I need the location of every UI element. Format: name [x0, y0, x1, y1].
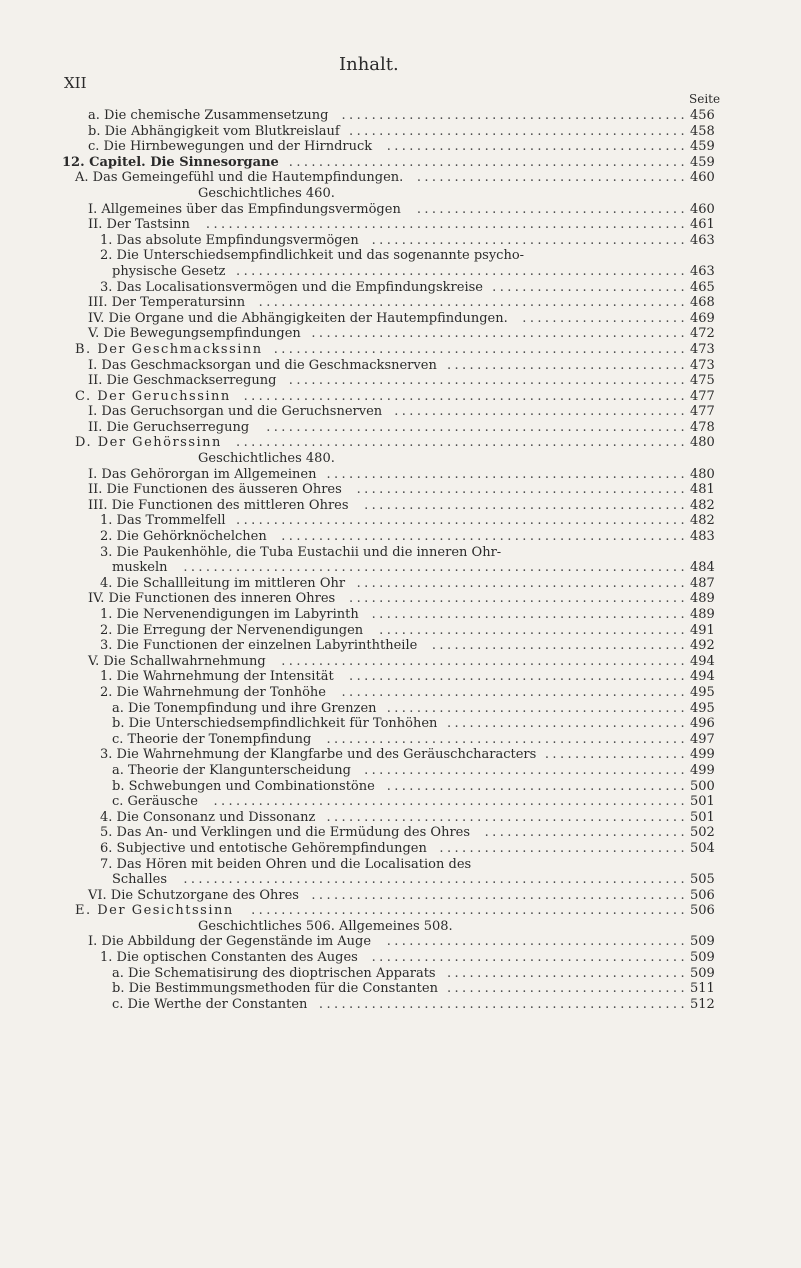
toc-entry-page: 480: [690, 435, 715, 451]
toc-entry: [0, 779, 801, 795]
dot-leader: ............................................................: [236, 263, 688, 279]
dot-leader: ......................................................: [281, 653, 688, 669]
dot-leader: ................................................................: [205, 217, 688, 233]
toc-entry: [0, 966, 801, 982]
dot-leader: .........................................: [379, 622, 688, 638]
toc-entry-title: b. Die Abhängigkeit vom Blutkreislauf: [88, 123, 340, 139]
toc-entry: [0, 358, 801, 374]
toc-entry-page: 492: [690, 638, 715, 654]
toc-entry-page: 472: [690, 326, 715, 342]
toc-entry-page: 480: [690, 466, 715, 482]
dot-leader: ........................................: [386, 778, 688, 794]
toc-entry-title: C. Der Geruchssinn: [75, 388, 231, 404]
toc-entry: [0, 326, 801, 342]
running-title: Inhalt.: [339, 54, 399, 75]
toc-entry: [0, 264, 801, 280]
toc-entry-title: muskeln: [112, 560, 168, 576]
toc-entry-page: 475: [690, 373, 715, 389]
toc-entry: [0, 950, 801, 966]
dot-leader: .............................................: [349, 123, 688, 139]
toc-entry-title: 2. Die Wahrnehmung der Tonhöhe: [100, 684, 326, 700]
toc-entry-title: Schalles: [112, 872, 167, 888]
toc-entry: [0, 716, 801, 732]
toc-entry: [0, 888, 801, 904]
toc-entry-page: 461: [690, 217, 715, 233]
toc-entry-title: D. Der Gehörssinn: [75, 435, 222, 451]
toc-entry-page: 487: [690, 575, 715, 591]
dot-leader: ..........................................................: [251, 903, 688, 919]
toc-entry-page: 477: [690, 388, 715, 404]
dot-leader: ...........................................: [364, 762, 688, 778]
dot-leader: ......................................................: [281, 529, 688, 545]
dot-leader: ................................................: [326, 466, 688, 482]
dot-leader: ............................................................: [236, 435, 688, 451]
toc-entry-title: I. Das Geruchsorgan und die Geruchsnerven: [88, 404, 383, 420]
toc-entry: [0, 638, 801, 654]
dot-leader: ..........................................: [371, 607, 688, 622]
toc-entry: [0, 420, 801, 436]
dot-leader: ...................................................................: [183, 560, 688, 576]
toc-entry-page: 465: [690, 279, 715, 295]
toc-entry-page: 497: [690, 731, 715, 747]
dot-leader: ..........................................: [371, 232, 688, 248]
toc-entry-title: II. Die Geruchserregung: [88, 419, 250, 435]
toc-entry-title: 1. Das absolute Empfindungsvermögen: [100, 232, 359, 248]
toc-entry: [0, 467, 801, 483]
toc-entry: [0, 311, 801, 327]
dot-leader: ...................................................................: [183, 872, 688, 888]
toc-entry-title: II. Die Functionen des äusseren Ohres: [88, 482, 342, 498]
toc-entry-title: 12. Capitel. Die Sinnesorgane: [62, 154, 279, 170]
toc-entry-page: 499: [690, 762, 715, 778]
toc-entry-page: 494: [690, 653, 715, 669]
toc-entry-title: III. Der Temperatursinn: [88, 295, 246, 311]
table-of-contents: [0, 108, 801, 1012]
toc-entry-title: 3. Die Paukenhöhle, die Tuba Eustachii und die inneren Ohr-: [100, 544, 502, 560]
toc-entry: [0, 591, 801, 607]
dot-leader: ...........................................: [364, 497, 688, 513]
dot-leader: ..........................................: [371, 950, 688, 966]
dot-leader: ......................: [522, 310, 688, 326]
toc-entry: [0, 451, 801, 467]
toc-entry: [0, 825, 801, 841]
toc-entry-page: 499: [690, 747, 715, 763]
toc-entry-page: 506: [690, 903, 715, 919]
toc-entry: [0, 170, 801, 186]
dot-leader: ............................................: [356, 575, 688, 591]
dot-leader: ................................................: [326, 809, 688, 825]
toc-entry: [0, 248, 801, 264]
toc-entry-page: 484: [690, 560, 715, 576]
toc-entry-title: b. Die Bestimmungsmethoden für die Constanten: [112, 981, 438, 997]
toc-entry-page: 511: [690, 981, 715, 997]
toc-entry-page: 478: [690, 419, 715, 435]
dot-leader: ..................................................: [311, 326, 688, 342]
toc-entry: [0, 701, 801, 717]
page-column-label: Seite: [689, 92, 721, 106]
toc-entry-page: 500: [690, 778, 715, 794]
toc-entry-page: 463: [690, 232, 715, 248]
toc-entry: [0, 623, 801, 639]
toc-entry: [0, 217, 801, 233]
toc-entry: [0, 342, 801, 358]
toc-entry: [0, 155, 801, 171]
toc-entry-page: 509: [690, 934, 715, 950]
toc-entry: [0, 872, 801, 888]
toc-entry: [0, 529, 801, 545]
toc-entry-page: 460: [690, 201, 715, 217]
toc-entry-title: A. Das Gemeingefühl und die Hautempfindungen.: [75, 170, 404, 186]
toc-entry-page: 459: [690, 139, 715, 155]
toc-entry-title: Geschichtliches 506. Allgemeines 508.: [198, 918, 453, 934]
toc-entry: [0, 810, 801, 826]
dot-leader: ..................................................: [311, 887, 688, 903]
toc-entry-page: 460: [690, 170, 715, 186]
dot-leader: ........................................: [386, 934, 688, 950]
toc-entry: [0, 685, 801, 701]
dot-leader: ........................................: [386, 139, 688, 155]
toc-entry: [0, 903, 801, 919]
toc-entry-page: 482: [690, 513, 715, 529]
dot-leader: .............................................: [349, 591, 688, 607]
toc-entry: [0, 576, 801, 592]
toc-entry: [0, 233, 801, 249]
toc-entry: [0, 108, 801, 124]
toc-entry-title: 1. Die Nervenendigungen im Labyrinth: [100, 607, 359, 622]
toc-entry: [0, 560, 801, 576]
toc-entry: [0, 747, 801, 763]
toc-entry-title: 1. Die Wahrnehmung der Intensität: [100, 669, 334, 685]
toc-entry-title: Geschichtliches 460.: [198, 185, 335, 201]
toc-entry-title: VI. Die Schutzorgane des Ohres: [88, 887, 299, 903]
toc-entry: [0, 389, 801, 405]
dot-leader: .................................: [439, 840, 688, 856]
dot-leader: .......................................: [394, 404, 688, 420]
dot-leader: ...........................: [484, 825, 688, 841]
toc-entry: [0, 919, 801, 935]
dot-leader: ................................: [446, 965, 688, 981]
toc-entry-title: 3. Die Wahrnehmung der Klangfarbe und des Geräuschcharacters: [100, 747, 537, 763]
toc-entry-title: IV. Die Organe und die Abhängigkeiten der Hautempfindungen.: [88, 310, 508, 326]
toc-entry-page: 495: [690, 700, 715, 716]
toc-entry-title: 4. Die Consonanz und Dissonanz: [100, 809, 316, 825]
toc-entry-title: 3. Die Functionen der einzelnen Labyrinththeile: [100, 638, 418, 654]
dot-leader: .................................................: [318, 996, 688, 1012]
toc-entry: [0, 607, 801, 623]
toc-entry-page: 506: [690, 887, 715, 903]
toc-entry-title: 2. Die Unterschiedsempfindlichkeit und das sogenannte psycho-: [100, 248, 525, 264]
dot-leader: ................................: [446, 357, 688, 373]
toc-entry: [0, 202, 801, 218]
dot-leader: ...............................................................: [213, 794, 688, 810]
toc-entry-page: 456: [690, 108, 715, 123]
toc-entry: [0, 404, 801, 420]
toc-entry-page: 468: [690, 295, 715, 311]
toc-entry-title: c. Theorie der Tonempfindung: [112, 731, 312, 747]
toc-entry-page: 489: [690, 591, 715, 607]
toc-entry-page: 501: [690, 809, 715, 825]
toc-entry-title: V. Die Bewegungsempfindungen: [88, 326, 301, 342]
toc-entry-title: c. Die Hirnbewegungen und der Hirndruck: [88, 139, 373, 155]
toc-entry: [0, 482, 801, 498]
dot-leader: .........................................................: [258, 295, 688, 311]
toc-entry-title: a. Theorie der Klangunterscheidung: [112, 762, 351, 778]
dot-leader: .......................................................: [273, 341, 688, 357]
dot-leader: ............................................: [356, 482, 688, 498]
toc-entry-page: 473: [690, 341, 715, 357]
toc-entry-title: b. Schwebungen und Combinationstöne: [112, 778, 375, 794]
toc-entry-page: 495: [690, 684, 715, 700]
toc-entry-title: 5. Das An- und Verklingen und die Ermüdung des Ohres: [100, 825, 471, 841]
toc-entry-title: I. Das Geschmacksorgan und die Geschmacksnerven: [88, 357, 437, 373]
toc-entry-title: 1. Die optischen Constanten des Auges: [100, 950, 358, 966]
toc-entry-page: 481: [690, 482, 715, 498]
toc-entry: [0, 669, 801, 685]
toc-entry-page: 496: [690, 716, 715, 732]
toc-entry-page: 502: [690, 825, 715, 841]
toc-entry: [0, 498, 801, 514]
dot-leader: .....................................................: [288, 373, 688, 389]
dot-leader: ....................................: [416, 170, 688, 186]
dot-leader: ....................................: [416, 201, 688, 217]
dot-leader: ............................................................: [236, 513, 688, 529]
toc-entry-page: 469: [690, 310, 715, 326]
toc-entry-title: II. Der Tastsinn: [88, 217, 190, 233]
toc-entry-title: 6. Subjective und entotische Gehörempfindungen: [100, 840, 427, 856]
dot-leader: ..................................: [431, 638, 688, 654]
toc-entry-title: E. Der Gesichtssinn: [75, 903, 234, 919]
toc-entry-title: 1. Das Trommelfell: [100, 513, 226, 529]
dot-leader: ..........................: [492, 279, 688, 295]
toc-entry: [0, 186, 801, 202]
toc-entry: [0, 841, 801, 857]
toc-entry-title: 3. Das Localisationsvermögen und die Empfindungskreise: [100, 279, 483, 295]
toc-entry-page: 501: [690, 794, 715, 810]
toc-entry-title: I. Allgemeines über das Empfindungsvermögen: [88, 201, 401, 217]
toc-entry-page: 473: [690, 357, 715, 373]
toc-entry-title: I. Die Abbildung der Gegenstände im Auge: [88, 934, 372, 950]
toc-entry-title: 7. Das Hören mit beiden Ohren und die Localisation des: [100, 856, 472, 872]
toc-entry-page: 509: [690, 950, 715, 966]
toc-entry-page: 494: [690, 669, 715, 685]
dot-leader: .............................................: [349, 669, 688, 685]
toc-entry: [0, 732, 801, 748]
toc-entry: [0, 139, 801, 155]
toc-entry-title: b. Die Unterschiedsempfindlichkeit für Tonhöhen: [112, 716, 438, 732]
toc-entry-title: 2. Die Gehörknöchelchen: [100, 529, 267, 545]
toc-entry: [0, 435, 801, 451]
dot-leader: ..............................................: [341, 108, 688, 123]
toc-entry-page: 463: [690, 263, 715, 279]
toc-entry: [0, 545, 801, 561]
toc-entry-page: 491: [690, 622, 715, 638]
toc-entry-page: 458: [690, 123, 715, 139]
dot-leader: ..............................................: [341, 684, 688, 700]
toc-entry-page: 509: [690, 965, 715, 981]
toc-entry-title: physische Gesetz: [112, 263, 226, 279]
toc-entry: [0, 513, 801, 529]
toc-entry: [0, 857, 801, 873]
dot-leader: .....................................................: [288, 154, 688, 170]
toc-entry-title: a. Die Tonempfindung und ihre Grenzen: [112, 700, 377, 716]
toc-entry-title: c. Geräusche: [112, 794, 198, 810]
toc-entry-page: 459: [690, 154, 715, 170]
toc-entry: [0, 373, 801, 389]
dot-leader: ........................................................: [266, 419, 688, 435]
toc-entry-title: Geschichtliches 480.: [198, 451, 335, 467]
toc-entry-page: 512: [690, 996, 715, 1012]
dot-leader: ...........................................................: [243, 388, 688, 404]
dot-leader: ................................: [446, 981, 688, 997]
toc-entry: [0, 280, 801, 296]
toc-entry-title: V. Die Schallwahrnehmung: [88, 653, 266, 669]
toc-entry-title: B. Der Geschmackssinn: [75, 341, 263, 357]
toc-entry: [0, 934, 801, 950]
dot-leader: ...................: [544, 747, 688, 763]
toc-entry-title: a. Die Schematisirung des dioptrischen Apparats: [112, 965, 436, 981]
toc-entry-page: 505: [690, 872, 715, 888]
toc-entry-title: a. Die chemische Zusammensetzung: [88, 108, 329, 123]
toc-entry: [0, 981, 801, 997]
toc-entry-page: 482: [690, 497, 715, 513]
toc-entry: [0, 654, 801, 670]
toc-entry: [0, 763, 801, 779]
toc-entry: [0, 997, 801, 1013]
toc-entry-title: c. Die Werthe der Constanten: [112, 996, 308, 1012]
toc-entry: [0, 794, 801, 810]
toc-entry-title: I. Das Gehörorgan im Allgemeinen: [88, 466, 317, 482]
toc-entry-title: 2. Die Erregung der Nervenendigungen: [100, 622, 364, 638]
dot-leader: ........................................: [386, 700, 688, 716]
toc-entry-title: III. Die Functionen des mittleren Ohres: [88, 497, 349, 513]
toc-entry-page: 489: [690, 607, 715, 622]
toc-entry: [0, 124, 801, 140]
page-number: XII: [64, 74, 87, 92]
toc-entry-page: 504: [690, 840, 715, 856]
dot-leader: ................................: [446, 716, 688, 732]
toc-entry-page: 483: [690, 529, 715, 545]
toc-entry: [0, 295, 801, 311]
toc-entry-title: II. Die Geschmackserregung: [88, 373, 277, 389]
dot-leader: ................................................: [326, 731, 688, 747]
toc-entry-title: IV. Die Functionen des inneren Ohres: [88, 591, 336, 607]
toc-entry-title: 4. Die Schallleitung im mittleren Ohr: [100, 575, 346, 591]
toc-entry-page: 477: [690, 404, 715, 420]
